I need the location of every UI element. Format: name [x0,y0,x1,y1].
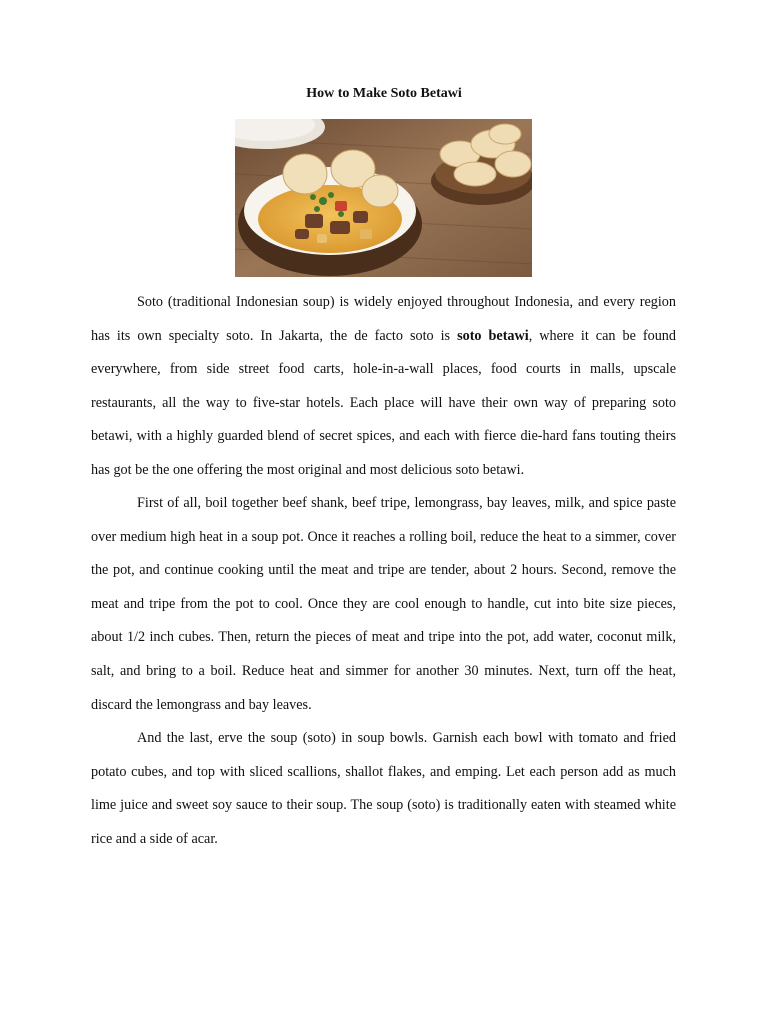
paragraph-intro-text-before: Soto (traditional Indonesian soup) is widely enjoyed throughout Indonesia, and every region has its own specialty soto. In Jakarta, the de facto soto is [91,294,676,344]
paragraph-intro-bold: soto betawi [457,327,529,344]
paragraph-intro-text-after: , where it can be found everywhere, from side street food carts, hole-in-a-wall places, food courts in malls, upscale restaurants, all the way to five-star hotels. Each place will have their own way of preparing soto betawi, with a highly guarded blend of secret spices, and each with fierce die-hard fans touting theirs has got be the one offering the most original and most delicious soto betawi. [91,327,676,478]
soup-photo-illustration [235,119,532,277]
paragraph-steps: First of all, boil together beef shank, beef tripe, lemongrass, bay leaves, milk, and spice paste over medium high heat in a soup pot. Once it reaches a rolling boil, reduce the heat to a simmer, cover the pot, and continue cooking until the meat and tripe are tender, about 2 hours. Second, remove the meat and tripe from the pot to cool. Once they are cool enough to handle, cut into bite size pieces, about 1/2 inch cubes. Then, return the pieces of meat and tripe into the pot, add water, coconut milk, salt, and bring to a boil. Reduce heat and simmer for another 30 minutes. Next, turn off the heat, discard the lemongrass and bay leaves. [91,495,676,713]
soup-photo [235,119,532,277]
document-title: How to Make Soto Betawi [306,86,462,101]
paragraph-intro [91,286,676,487]
paragraph-serving: And the last, erve the soup (soto) in soup bowls. Garnish each bowl with tomato and fried potato cubes, and top with sliced scallions, shallot flakes, and emping. Let each person add as much lime juice and sweet soy sauce to their soup. The soup (soto) is traditionally eaten with steamed white rice and a side of acar. [91,730,676,847]
document-body [91,286,676,856]
